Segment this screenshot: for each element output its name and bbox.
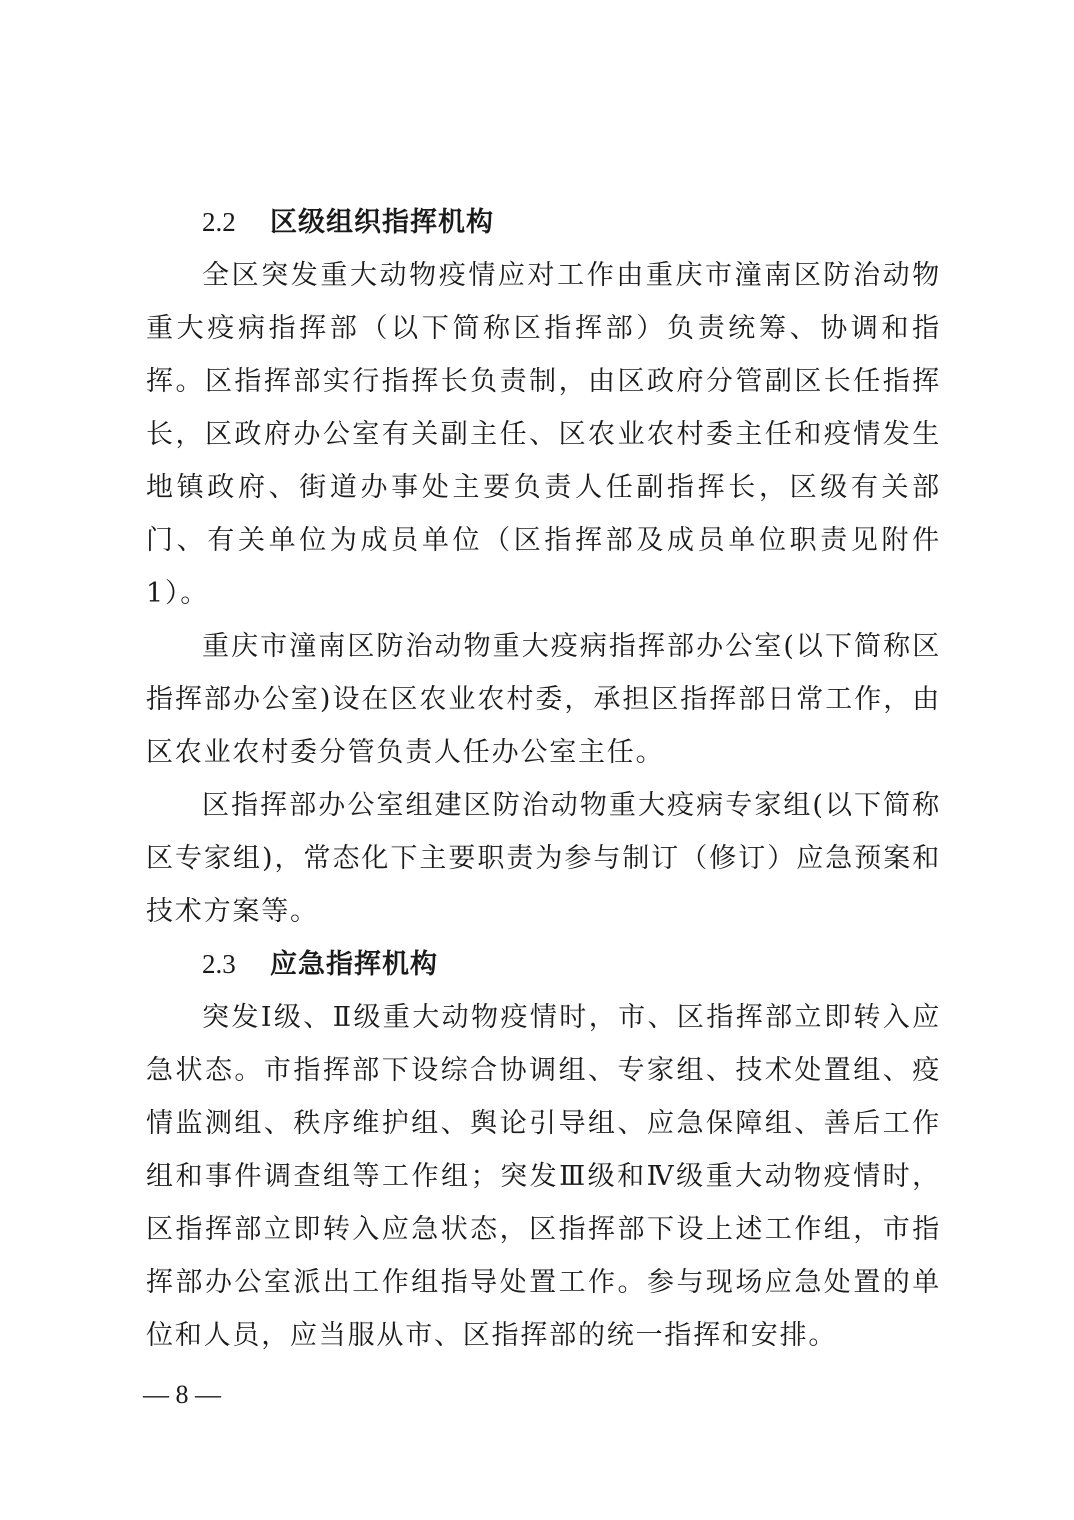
paragraph: 区指挥部办公室组建区防治动物重大疫病专家组(以下简称区专家组)，常态化下主要职责为参与制订（修订）应急预案和技术方案等。	[146, 790, 941, 927]
section-title: 区级组织指挥机构	[270, 207, 494, 238]
section-heading-2-3	[146, 938, 941, 991]
paragraph: 重庆市潼南区防治动物重大疫病指挥部办公室(以下简称区指挥部办公室)设在区农业农村委，承担区指挥部日常工作，由区农业农村委分管负责人任办公室主任。	[146, 631, 941, 768]
paragraph: 全区突发重大动物疫情应对工作由重庆市潼南区防治动物重大疫病指挥部（以下简称区指挥部）负责统筹、协调和指挥。区指挥部实行指挥长负责制，由区政府分管副区长任指挥长，区政府办公室有关副主任、区农业农村委主任和疫情发生地镇政府、街道办事处主要负责人任副指挥长，区级有关部门、有关单位为成员单位（区指挥部及成员单位职责见附件 1）。	[146, 260, 941, 609]
section-heading-2-2	[146, 196, 941, 249]
section-number: 2.3	[202, 949, 236, 979]
document-body	[146, 196, 941, 1362]
section-title: 应急指挥机构	[270, 949, 438, 980]
section-number: 2.2	[202, 207, 236, 237]
page-number: — 8 —	[143, 1380, 221, 1409]
paragraph: 突发Ⅰ级、Ⅱ级重大动物疫情时，市、区指挥部立即转入应急状态。市指挥部下设综合协调组、专家组、技术处置组、疫情监测组、秩序维护组、舆论引导组、应急保障组、善后工作组和事件调查组等工作组；突发Ⅲ级和Ⅳ级重大动物疫情时，区指挥部立即转入应急状态，区指挥部下设上述工作组，市指挥部办公室派出工作组指导处置工作。参与现场应急处置的单位和人员，应当服从市、区指挥部的统一指挥和安排。	[146, 1002, 941, 1351]
